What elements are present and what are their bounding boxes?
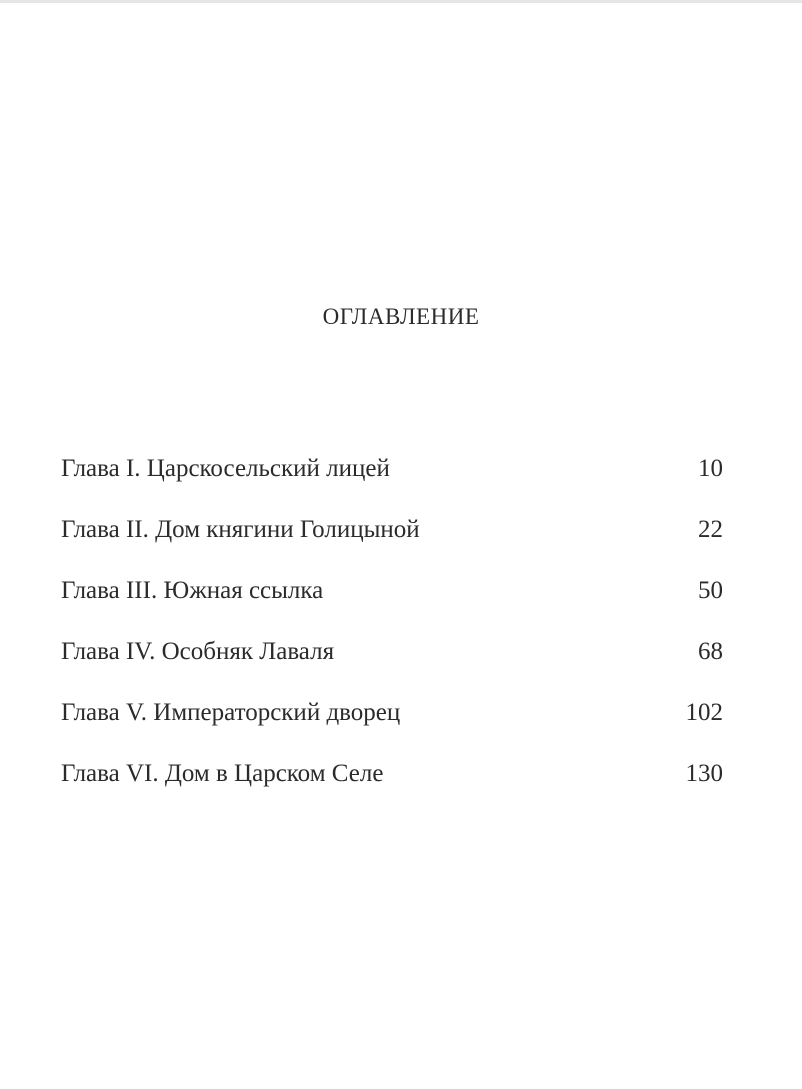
toc-entry-label: Глава I. Царскосельский лицей: [61, 455, 390, 482]
toc-heading: ОГЛАВЛЕНИЕ: [322, 304, 480, 329]
toc-entry[interactable]: [61, 574, 723, 635]
toc-entry-label: Глава III. Южная ссылка: [61, 577, 324, 604]
toc-entry-label: Глава IV. Особняк Лаваля: [61, 638, 335, 665]
toc-entry-label: Глава II. Дом княгини Голицыной: [61, 516, 420, 543]
toc-entry-label: Глава VI. Дом в Царском Селе: [61, 760, 384, 787]
toc-list: [61, 452, 723, 818]
toc-entry[interactable]: [61, 452, 723, 513]
toc-entry[interactable]: [61, 696, 723, 757]
toc-entry-page: 68: [698, 638, 723, 665]
toc-entry[interactable]: [61, 757, 723, 818]
toc-entry-page: 22: [698, 516, 723, 543]
toc-entry-page: 102: [685, 699, 723, 726]
toc-entry-page: 10: [698, 455, 723, 482]
page-top-edge: [0, 0, 802, 3]
toc-entry[interactable]: [61, 635, 723, 696]
toc-entry[interactable]: [61, 513, 723, 574]
toc-entry-page: 130: [685, 760, 723, 787]
toc-entry-page: 50: [698, 577, 723, 604]
toc-entry-label: Глава V. Императорский дворец: [61, 699, 401, 726]
